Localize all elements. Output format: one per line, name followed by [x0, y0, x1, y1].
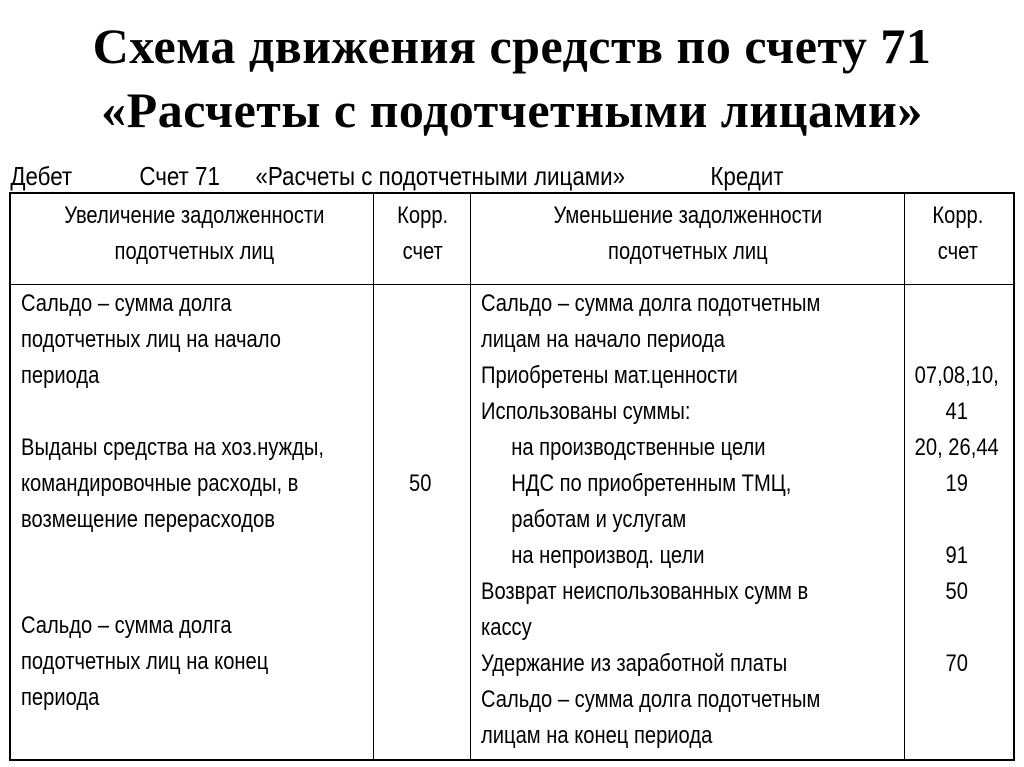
divider-center: [470, 194, 471, 759]
debit-issued-corr: 50: [409, 470, 432, 497]
credit-acquired: Приобретены мат.ценности: [481, 362, 738, 389]
title-line-1: Схема движения средств по счету 71: [92, 18, 932, 74]
debit-closing-line-3: периода: [21, 684, 100, 711]
credit-withhold: Удержание из заработной платы: [481, 650, 788, 677]
debit-column-header: [23, 198, 366, 270]
credit-corr-header: [910, 198, 1006, 270]
debit-opening-line-2: подотчетных лиц на начало: [21, 326, 281, 353]
credit-column-header: [477, 198, 899, 270]
account-number: Счет 71: [139, 161, 220, 191]
divider-debit-corr: [373, 194, 374, 759]
credit-corr-acquired-2: 41: [945, 398, 968, 425]
debit-issued-funds: [21, 430, 324, 538]
debit-issued-line-3: возмещение перерасходов: [21, 506, 275, 533]
credit-corr-nonprod: 91: [945, 542, 968, 569]
debit-closing-line-1: Сальдо – сумма долга: [21, 612, 232, 639]
credit-vat-line-1: НДС по приобретенным ТМЦ,: [511, 470, 792, 497]
credit-nonprod: на непроизвод. цели: [511, 542, 705, 569]
credit-opening-line-1: Сальдо – сумма долга подотчетным: [481, 290, 821, 317]
credit-corr-vat: 19: [945, 470, 968, 497]
credit-entries: [481, 286, 820, 754]
debit-opening-line-1: Сальдо – сумма долга: [21, 290, 232, 317]
credit-corr-withhold: 70: [945, 650, 968, 677]
credit-corr-acquired: [908, 358, 1005, 430]
debit-corr-header: [379, 198, 466, 270]
debit-header-line-1: Увеличение задолженности: [64, 202, 325, 229]
page-title: [0, 14, 1024, 142]
header-divider: [11, 284, 1013, 285]
debit-header-line-2: подотчетных лиц: [114, 238, 275, 265]
credit-opening-line-2: лицам на начало периода: [481, 326, 725, 353]
account-name: «Расчеты с подотчетными лицами»: [255, 161, 626, 191]
ledger-table: [9, 192, 1015, 761]
debit-corr-line-2: счет: [402, 238, 443, 265]
credit-corr-acquired-1: 07,08,10,: [914, 362, 999, 389]
account-header: [0, 160, 881, 192]
credit-closing-line-2: лицам на конец периода: [481, 722, 713, 749]
credit-corr-line-1: Корр.: [932, 202, 984, 229]
credit-header-line-1: Уменьшение задолженности: [553, 202, 823, 229]
divider-credit-corr: [904, 194, 905, 759]
debit-corr-line-1: Корр.: [397, 202, 449, 229]
credit-label: Кредит: [710, 161, 784, 191]
credit-header-line-2: подотчетных лиц: [608, 238, 768, 265]
debit-issued-line-1: Выданы средства на хоз.нужды,: [21, 434, 324, 461]
credit-corr-return: 50: [945, 578, 968, 605]
debit-issued-line-2: командировочные расходы, в: [21, 470, 299, 497]
credit-return-line-2: кассу: [481, 614, 532, 641]
debit-closing-balance: [21, 608, 268, 716]
credit-closing-line-1: Сальдо – сумма долга подотчетным: [481, 686, 821, 713]
credit-return-line-1: Возврат неиспользованных сумм в: [481, 578, 809, 605]
debit-label: Дебет: [10, 161, 73, 191]
debit-closing-line-2: подотчетных лиц на конец: [21, 648, 269, 675]
credit-corr-production: 20, 26,44: [914, 434, 999, 461]
credit-production: на производственные цели: [511, 434, 766, 461]
credit-vat-line-2: работам и услугам: [511, 506, 687, 533]
credit-corr-line-2: счет: [937, 238, 978, 265]
debit-opening-balance: [21, 286, 281, 394]
credit-used: Использованы суммы:: [481, 398, 691, 425]
debit-opening-line-3: периода: [21, 362, 100, 389]
title-line-2: «Расчеты с подотчетными лицами»: [101, 82, 923, 138]
